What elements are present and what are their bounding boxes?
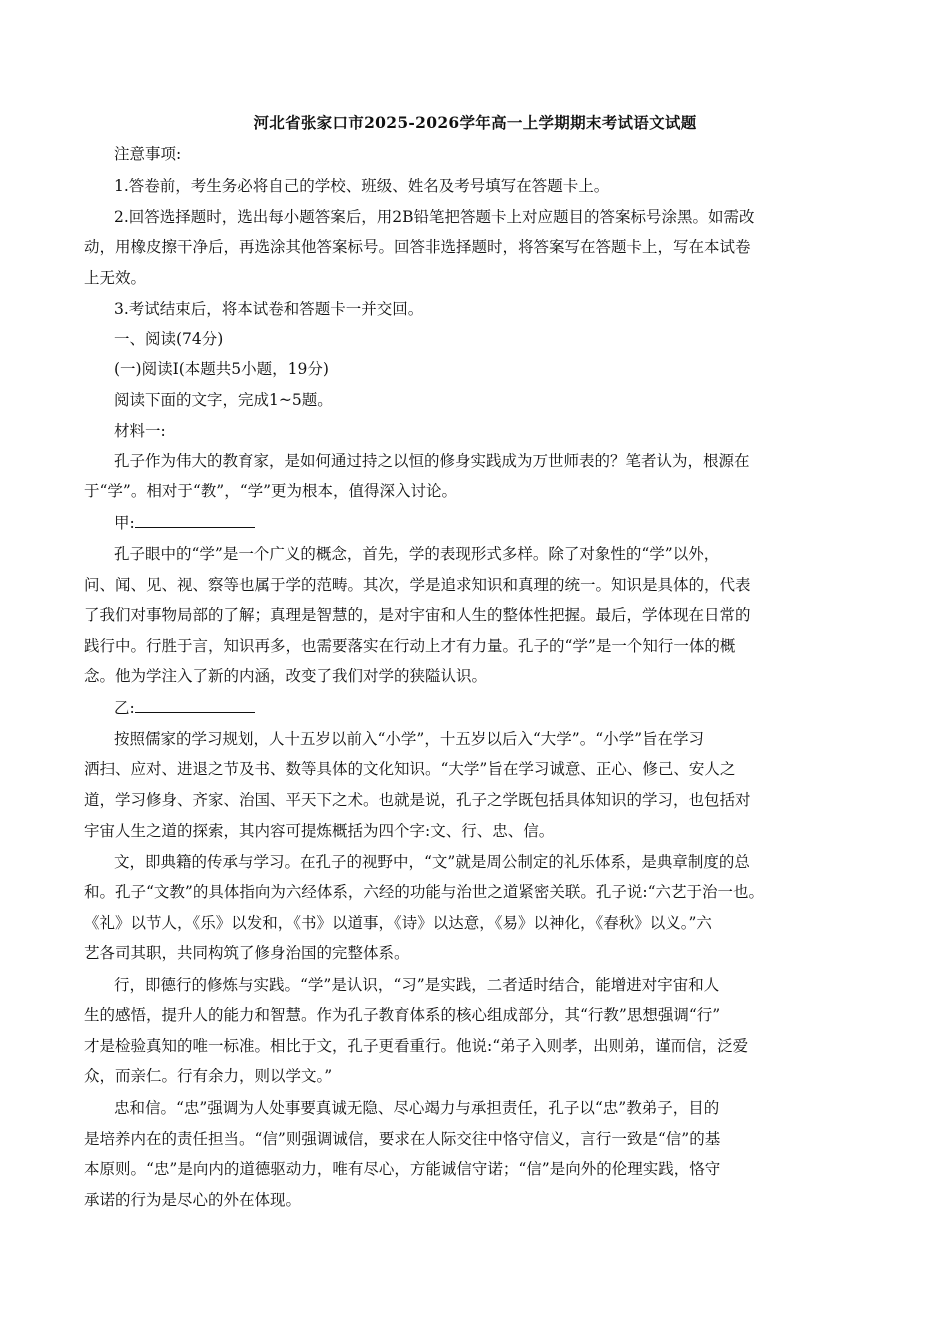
paragraph-5-line-3: 才是检验真知的唯一标准。相比于文，孔子更看重行。他说:“弟子入则孝，出则弟，谨而信，泛爱 bbox=[84, 1037, 749, 1055]
paragraph-3-line-3: 道，学习修身、齐家、治国、平天下之术。也就是说，孔子之学既包括具体知识的学习，也包括对 bbox=[84, 791, 751, 809]
paragraph-2-line-3: 了我们对事物局部的了解；真理是智慧的，是对宇宙和人生的整体性把握。最后，学体现在日常的 bbox=[84, 606, 751, 624]
blank-yi-label: 乙: bbox=[114, 699, 135, 717]
paragraph-5-line-2: 生的感悟，提升人的能力和智慧。作为孔子教育体系的核心组成部分，其“行教”思想强调“行” bbox=[84, 1006, 721, 1024]
page-title: 河北省张家口市2025-2026学年高一上学期期末考试语文试题 bbox=[253, 113, 697, 132]
paragraph-4-line-2: 和。孔子“文教”的具体指向为六经体系，六经的功能与治世之道紧密关联。孔子说:“六艺于治一也。 bbox=[84, 883, 764, 901]
blank-yi bbox=[114, 698, 255, 718]
paragraph-3-line-4: 宇宙人生之道的探索，其内容可提炼概括为四个字:文、行、忠、信。 bbox=[84, 822, 555, 840]
paragraph-4-line-3: 《礼》以节人，《乐》以发和，《书》以道事，《诗》以达意，《易》以神化，《春秋》以义。”六 bbox=[84, 914, 712, 932]
notice-item-2-line-2: 动，用橡皮擦干净后，再选涂其他答案标号。回答非选择题时，将答案写在答题卡上，写在本试卷 bbox=[84, 238, 751, 256]
paragraph-1-line-2: 于“学”。相对于“教”，“学”更为根本，值得深入讨论。 bbox=[84, 482, 458, 500]
notice-heading: 注意事项: bbox=[114, 145, 182, 163]
material-label: 材料一: bbox=[114, 422, 166, 440]
blank-jia-line bbox=[135, 513, 255, 528]
paragraph-6-line-3: 本原则。“忠”是向内的道德驱动力，唯有尽心，方能诚信守诺；“信”是向外的伦理实践，恪守 bbox=[84, 1160, 721, 1178]
notice-item-3: 3.考试结束后，将本试卷和答题卡一并交回。 bbox=[114, 300, 424, 318]
blank-jia-label: 甲: bbox=[114, 514, 135, 532]
paragraph-2-line-4: 践行中。行胜于言，知识再多，也需要落实在行动上才有力量。孔子的“学”是一个知行一体的概 bbox=[84, 637, 736, 655]
notice-item-2-line-3: 上无效。 bbox=[84, 269, 147, 287]
paragraph-4-line-1: 文，即典籍的传承与学习。在孔子的视野中，“文”就是周公制定的礼乐体系，是典章制度的总 bbox=[114, 853, 750, 871]
paragraph-3-line-1: 按照儒家的学习规划，人十五岁以前入“小学”，十五岁以后入“大学”。“小学”旨在学习 bbox=[114, 730, 705, 748]
paragraph-1-line-1: 孔子作为伟大的教育家，是如何通过持之以恒的修身实践成为万世师表的？笔者认为，根源在 bbox=[114, 452, 750, 470]
paragraph-2-line-1: 孔子眼中的“学”是一个广义的概念，首先，学的表现形式多样。除了对象性的“学”以外， bbox=[114, 545, 720, 563]
notice-item-2-line-1: 2.回答选择题时，选出每小题答案后，用2B铅笔把答题卡上对应题目的答案标号涂黑。如需改 bbox=[114, 208, 755, 226]
blank-jia bbox=[114, 513, 255, 533]
subsection-heading: (一)阅读Ⅰ(本题共5小题，19分) bbox=[114, 360, 329, 378]
paragraph-5-line-4: 众，而亲仁。行有余力，则以学文。” bbox=[84, 1067, 333, 1085]
paragraph-6-line-1: 忠和信。“忠”强调为人处事要真诚无隐、尽心竭力与承担责任，孔子以“忠”教弟子，目的 bbox=[114, 1099, 720, 1117]
paragraph-6-line-4: 承诺的行为是尽心的外在体现。 bbox=[84, 1191, 302, 1209]
section-heading: 一、阅读(74分) bbox=[114, 330, 224, 348]
paragraph-6-line-2: 是培养内在的责任担当。“信”则强调诚信，要求在人际交往中恪守信义，言行一致是“信”的基 bbox=[84, 1130, 721, 1148]
paragraph-2-line-2: 问、闻、见、视、察等也属于学的范畴。其次，学是追求知识和真理的统一。知识是具体的，代表 bbox=[84, 576, 751, 594]
paragraph-2-line-5: 念。他为学注入了新的内涵，改变了我们对学的狭隘认识。 bbox=[84, 667, 488, 685]
reading-instruction: 阅读下面的文字，完成1~5题。 bbox=[114, 391, 333, 409]
paragraph-4-line-4: 艺各司其职，共同构筑了修身治国的完整体系。 bbox=[84, 944, 410, 962]
paragraph-5-line-1: 行，即德行的修炼与实践。“学”是认识，“习”是实践，二者适时结合，能增进对宇宙和人 bbox=[114, 976, 720, 994]
blank-yi-line bbox=[135, 698, 255, 713]
paragraph-3-line-2: 洒扫、应对、进退之节及书、数等具体的文化知识。“大学”旨在学习诚意、正心、修己、安人之 bbox=[84, 760, 736, 778]
notice-item-1: 1.答卷前，考生务必将自己的学校、班级、姓名及考号填写在答题卡上。 bbox=[114, 177, 610, 195]
